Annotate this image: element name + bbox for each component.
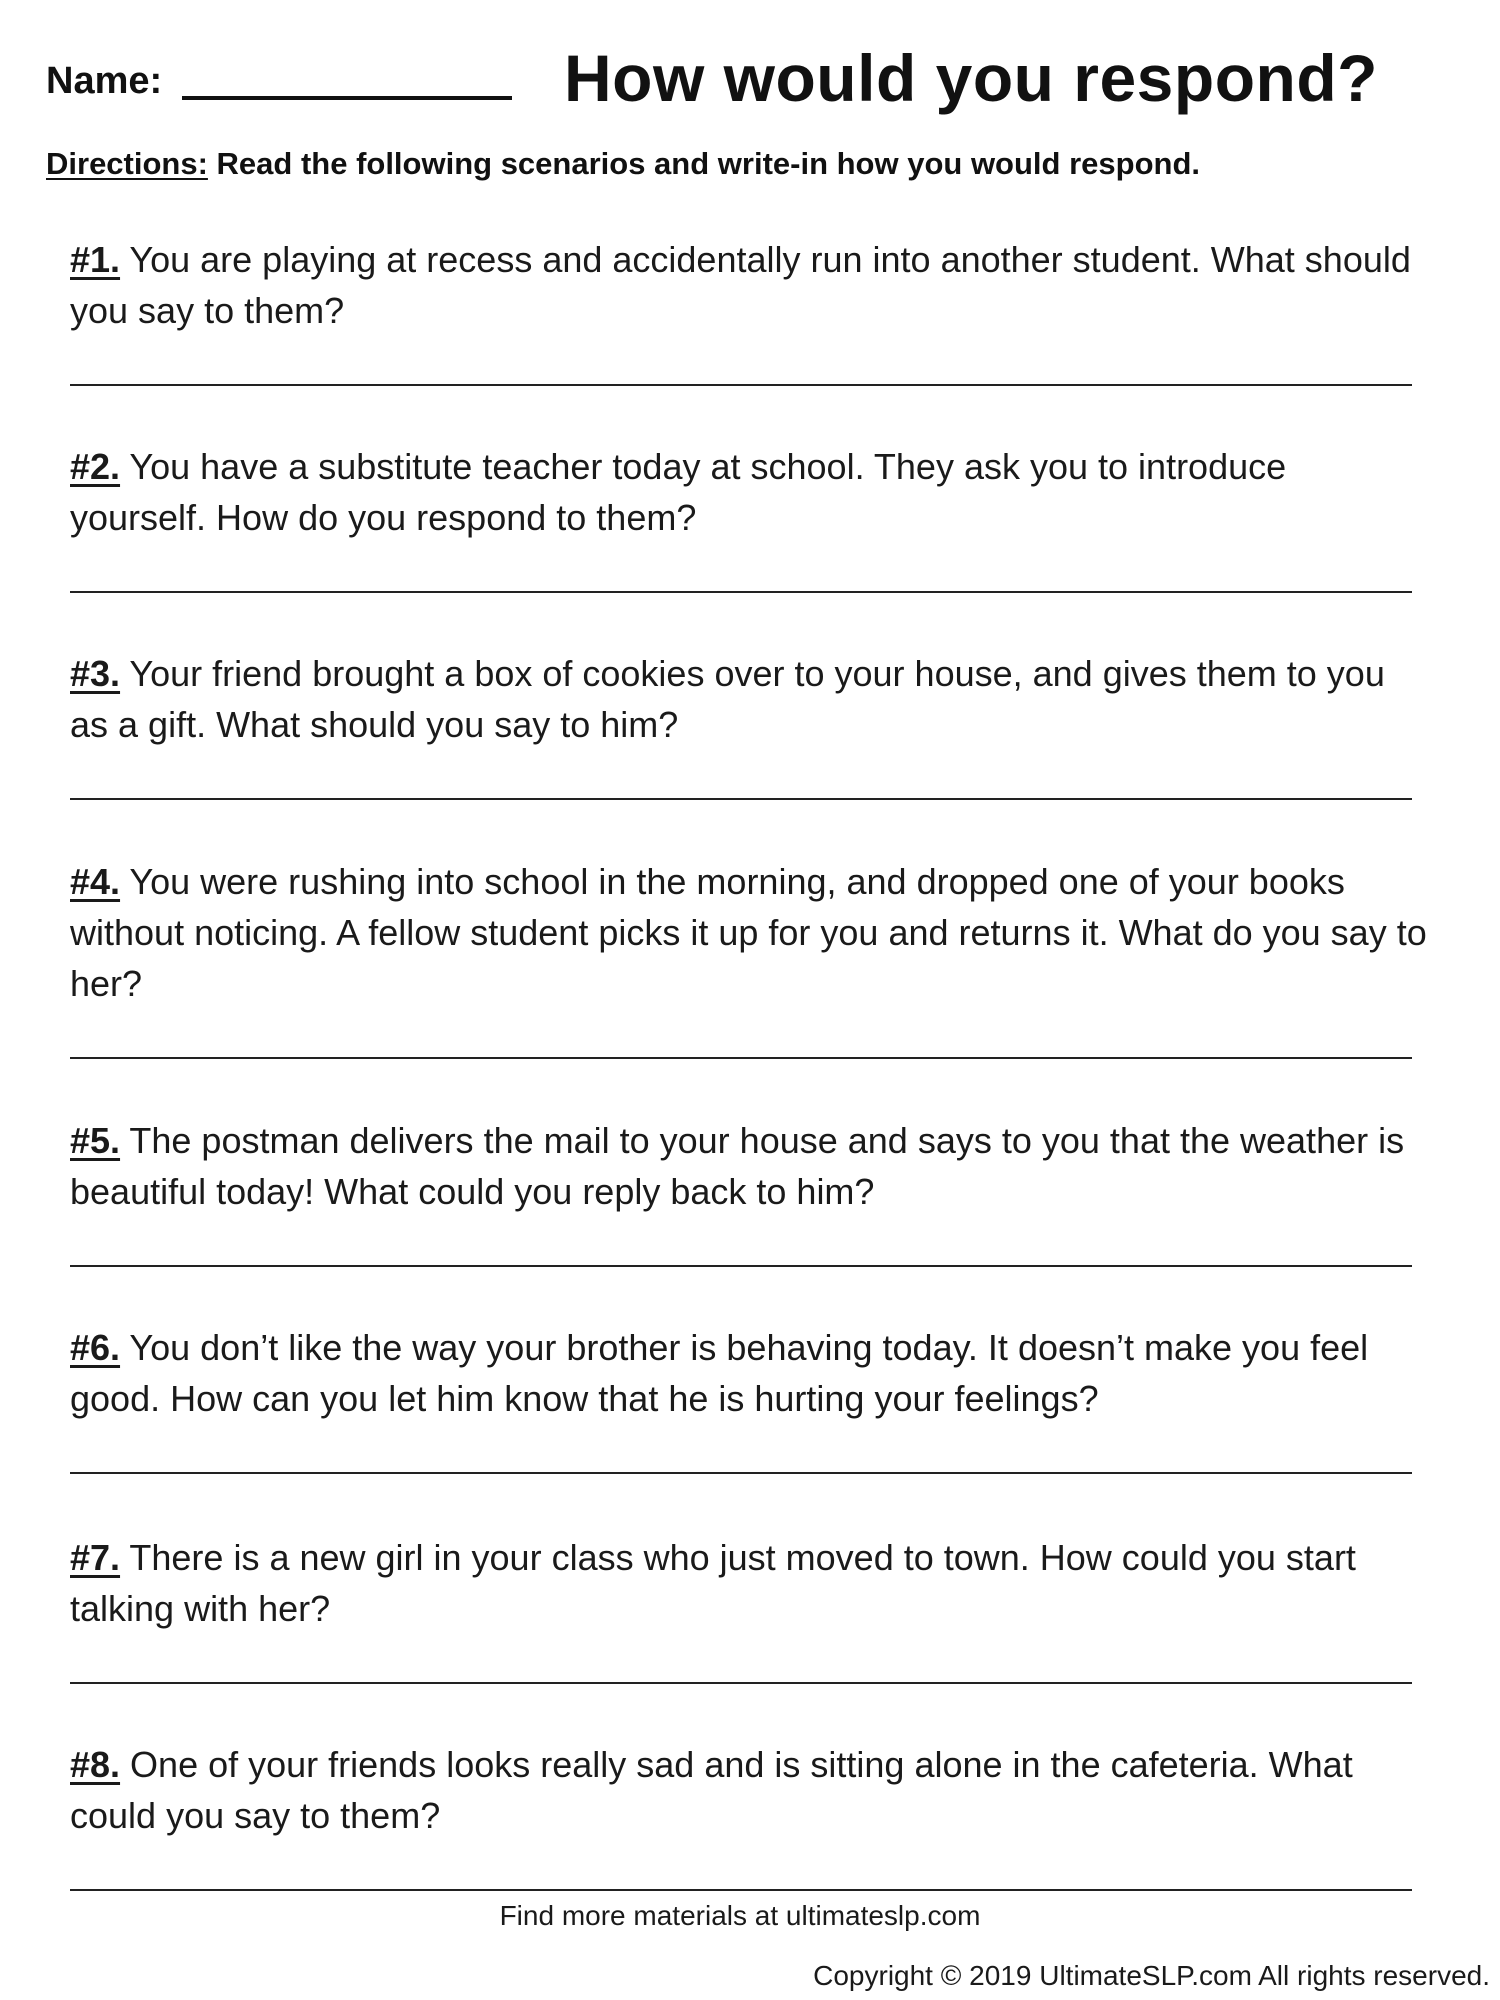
- question-3: [70, 648, 1430, 750]
- question-8: [70, 1739, 1430, 1841]
- name-blank-line: [182, 96, 512, 100]
- question-text: The postman delivers the mail to your house and says to you that the weather is beautiful today! What could you reply back to him?: [70, 1120, 1405, 1212]
- worksheet-header: [46, 38, 1446, 128]
- answer-line-6: [70, 1472, 1412, 1474]
- answer-line-7: [70, 1682, 1412, 1684]
- question-number: #1.: [70, 239, 121, 280]
- footer-find-more: Find more materials at ultimateslp.com: [499, 1900, 981, 1931]
- question-text: You were rushing into school in the morning, and dropped one of your books without noticing. A fellow student picks it up for you and returns it. What do you say to her?: [70, 861, 1427, 1004]
- question-text: Your friend brought a box of cookies over to your house, and gives them to you as a gift. What should you say to him?: [70, 653, 1385, 745]
- directions: [46, 144, 1200, 184]
- question-1: [70, 234, 1430, 336]
- page-title: How would you respond?: [564, 41, 1378, 115]
- question-2: [70, 441, 1430, 543]
- question-number: #6.: [70, 1327, 121, 1368]
- question-number: #4.: [70, 861, 121, 902]
- question-4: [70, 856, 1430, 1009]
- answer-line-4: [70, 1057, 1412, 1059]
- question-7: [70, 1532, 1430, 1634]
- directions-text: Read the following scenarios and write-in how you would respond.: [207, 146, 1200, 181]
- question-text: You are playing at recess and accidentally run into another student. What should you say to them?: [70, 239, 1411, 331]
- answer-line-8: [70, 1889, 1412, 1891]
- question-text: You have a substitute teacher today at school. They ask you to introduce yourself. How do you respond to them?: [70, 446, 1287, 538]
- answer-line-3: [70, 798, 1412, 800]
- question-text: One of your friends looks really sad and is sitting alone in the cafeteria. What could you say to them?: [70, 1744, 1353, 1836]
- question-6: [70, 1322, 1430, 1424]
- footer-copyright: Copyright © 2019 UltimateSLP.com All rights reserved.: [813, 1960, 1490, 1991]
- question-text: There is a new girl in your class who just moved to town. How could you start talking with her?: [70, 1537, 1356, 1629]
- name-label: Name:: [46, 60, 163, 102]
- answer-line-2: [70, 591, 1412, 593]
- question-text: You don’t like the way your brother is behaving today. It doesn’t make you feel good. How can you let him know that he is hurting your feelings?: [70, 1327, 1369, 1419]
- question-number: #5.: [70, 1120, 121, 1161]
- answer-line-1: [70, 384, 1412, 386]
- question-number: #7.: [70, 1537, 121, 1578]
- directions-label: Directions:: [46, 146, 208, 181]
- question-number: #3.: [70, 653, 121, 694]
- answer-line-5: [70, 1265, 1412, 1267]
- question-5: [70, 1115, 1430, 1217]
- question-number: #2.: [70, 446, 121, 487]
- question-number: #8.: [70, 1744, 121, 1785]
